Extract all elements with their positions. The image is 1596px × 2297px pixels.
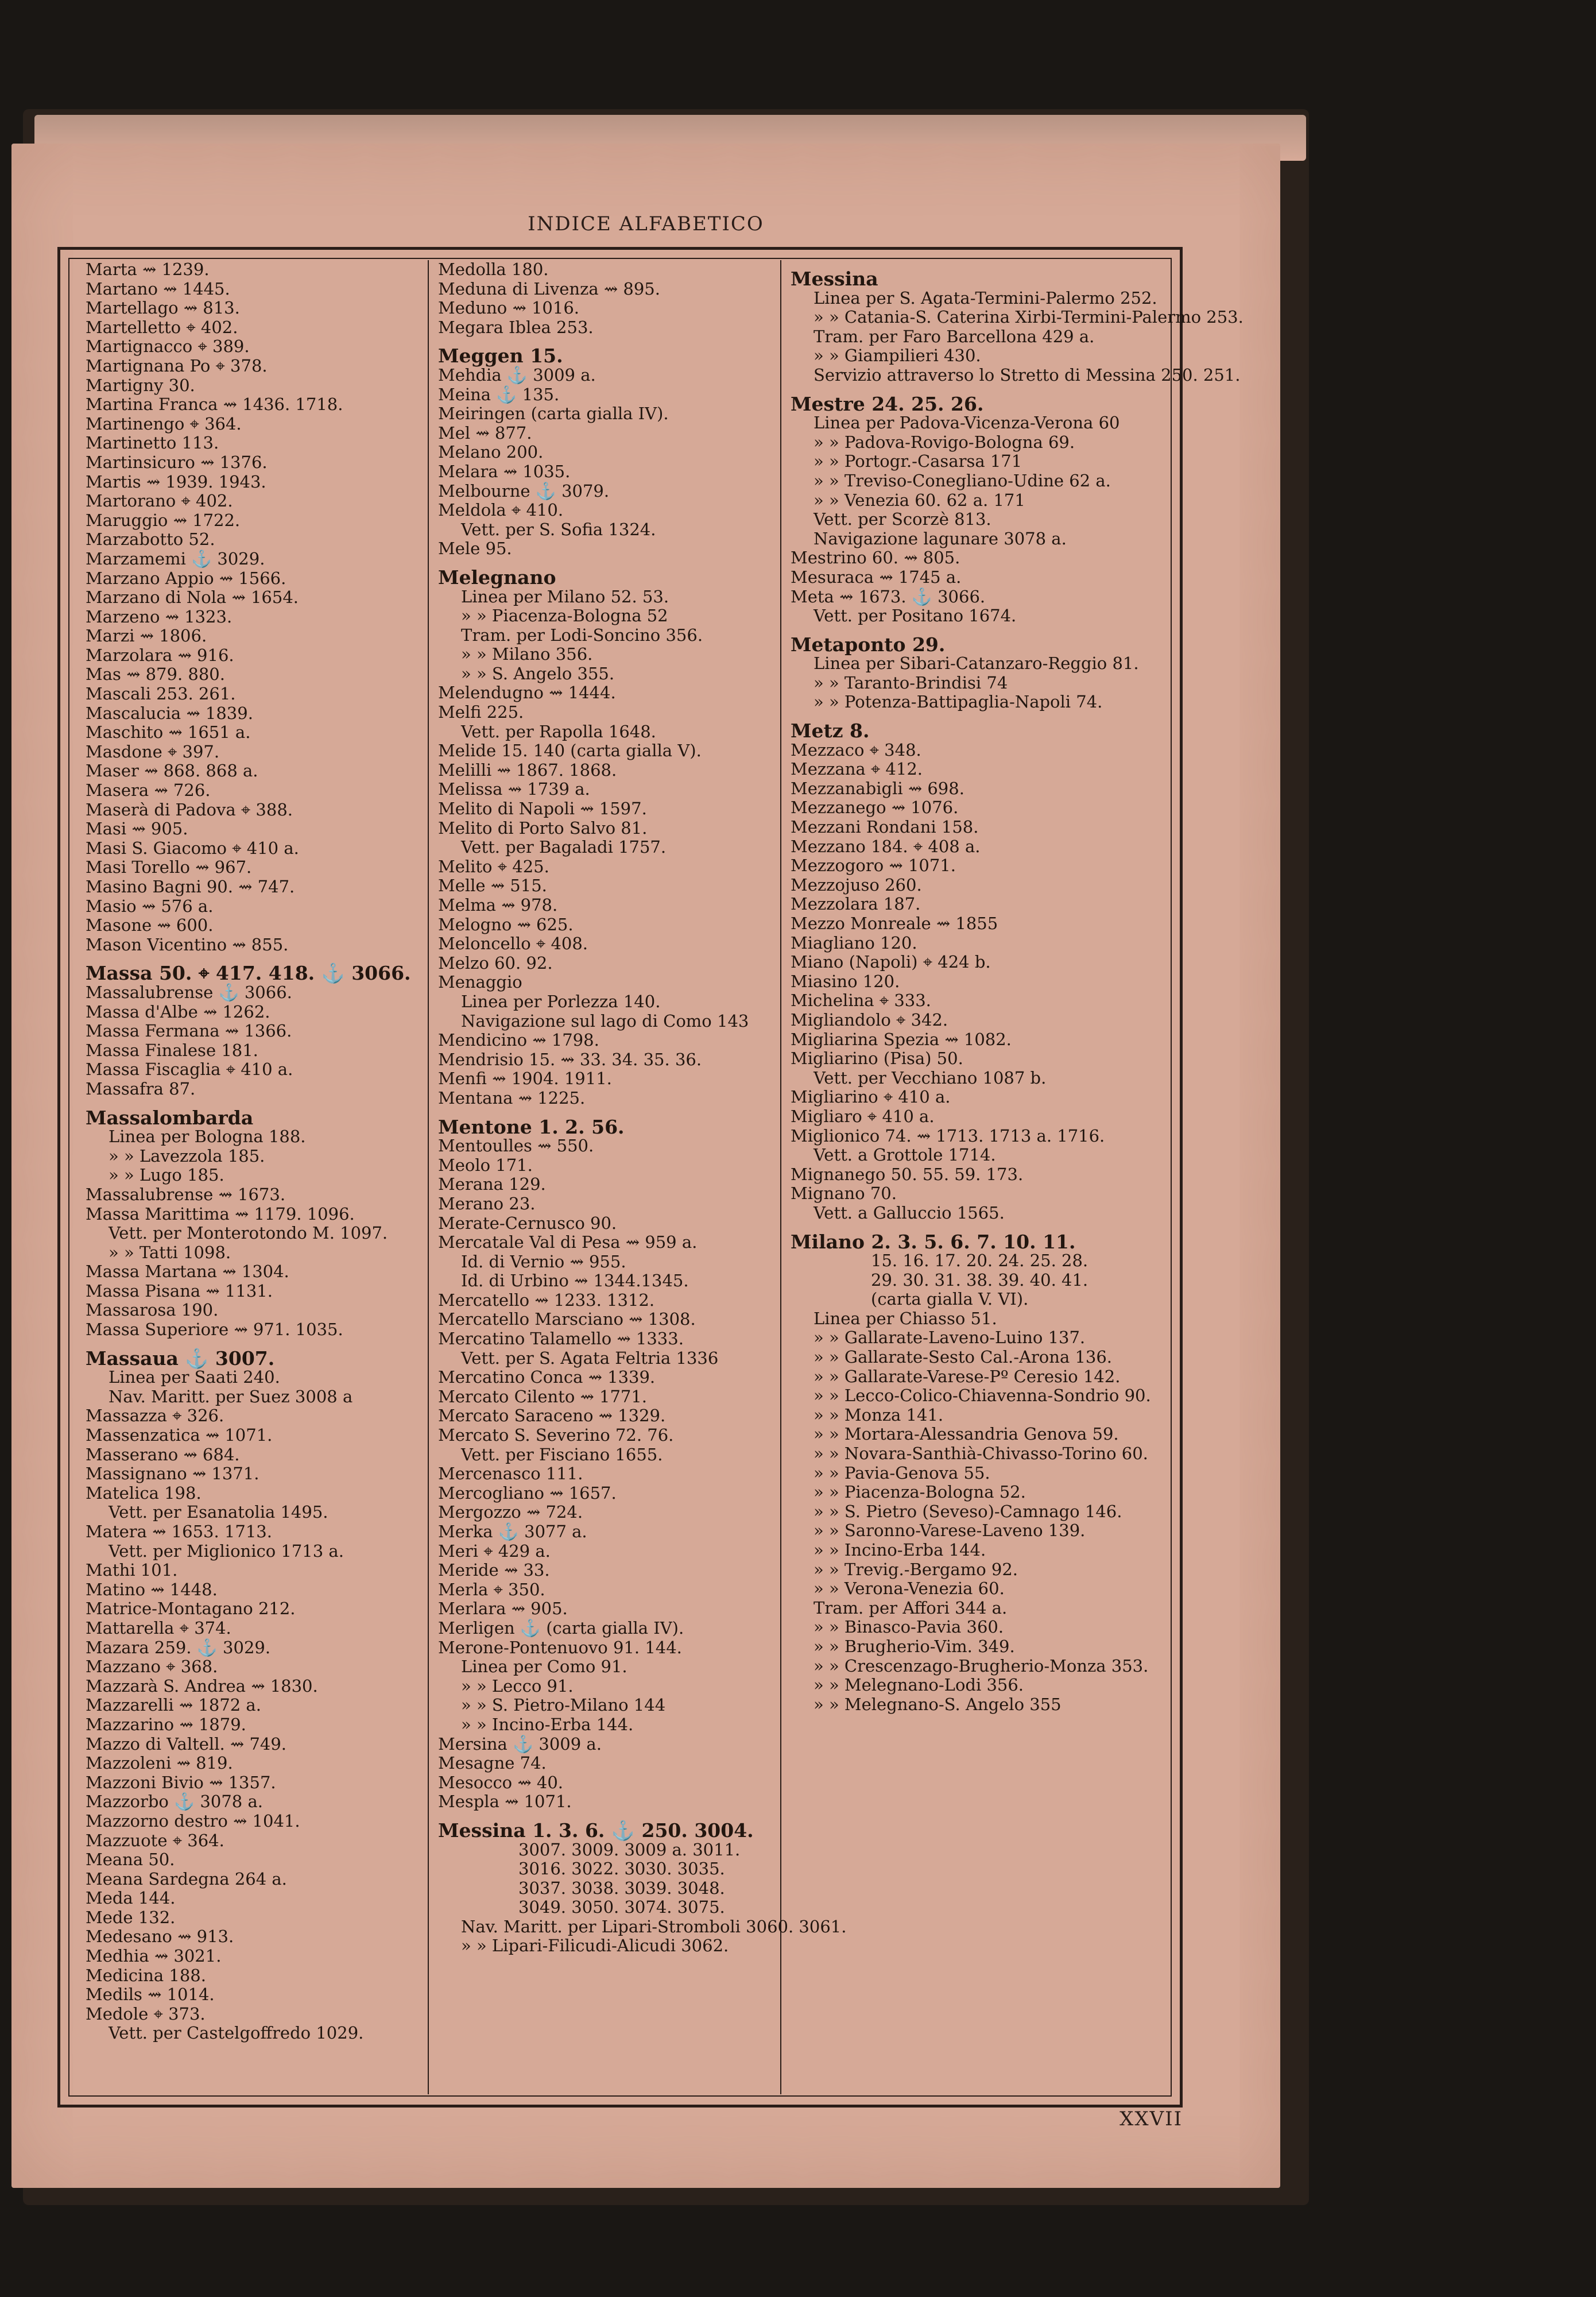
index-subentry: » » S. Angelo 355. xyxy=(461,663,615,683)
index-subentry: » » Lavezzola 185. xyxy=(109,1146,265,1166)
index-entry: Medicina 188. xyxy=(86,1965,206,1985)
index-subentry: Vett. per Rapolla 1648. xyxy=(461,721,656,741)
index-entry: Mestrino 60. ⇝ 805. xyxy=(791,548,960,568)
index-entry: Mergozzo ⇝ 724. xyxy=(438,1502,583,1522)
index-subentry: Linea per S. Agata-Termini-Palermo 252. xyxy=(814,288,1157,308)
index-subentry: Vett. per Castelgoffredo 1029. xyxy=(109,2023,364,2043)
index-subentry: » » Brugherio-Vim. 349. xyxy=(814,1636,1015,1656)
index-subentry: Vett. per Esanatolia 1495. xyxy=(109,1502,328,1522)
index-entry: Michelina ⌖ 333. xyxy=(791,991,931,1011)
index-subentry: Vett. per Positano 1674. xyxy=(814,606,1017,626)
index-entry: Merone-Pontenuovo 91. 144. xyxy=(438,1637,682,1657)
index-entry: Meina ⚓ 135. xyxy=(438,384,560,404)
index-entry: Mazzarà S. Andrea ⇝ 1830. xyxy=(86,1676,318,1696)
index-entry: Massa Pisana ⇝ 1131. xyxy=(86,1281,273,1301)
index-subentry: » » S. Pietro (Seveso)-Camnago 146. xyxy=(814,1501,1122,1521)
index-subentry: » » Potenza-Battipaglia-Napoli 74. xyxy=(814,692,1103,712)
index-subentry: Vett. per Miglionico 1713 a. xyxy=(109,1541,344,1561)
index-entry: Masdone ⌖ 397. xyxy=(86,741,220,761)
index-entry: Mercato Saraceno ⇝ 1329. xyxy=(438,1406,666,1426)
index-entry: Martignacco ⌖ 389. xyxy=(86,337,250,357)
index-subentry: Vett. per Bagaladi 1757. xyxy=(461,837,667,857)
index-entry: Massa Marittima ⇝ 1179. 1096. xyxy=(86,1204,355,1224)
index-entry: Massa Superiore ⇝ 971. 1035. xyxy=(86,1320,343,1340)
index-entry: Mignanego 50. 55. 59. 173. xyxy=(791,1164,1024,1184)
index-entry: Meolo 171. xyxy=(438,1155,533,1175)
index-subentry: Linea per Como 91. xyxy=(461,1657,627,1677)
index-entry: Mazzarelli ⇝ 1872 a. xyxy=(86,1695,261,1715)
index-subentry: » » Lecco-Colico-Chiavenna-Sondrio 90. xyxy=(814,1386,1151,1406)
index-subentry: Vett. a Galluccio 1565. xyxy=(814,1202,1005,1223)
index-subentry: » » Taranto-Brindisi 74 xyxy=(814,672,1008,693)
index-entry: Migliarina Spezia ⇝ 1082. xyxy=(791,1029,1012,1049)
index-entry: Medole ⌖ 373. xyxy=(86,2004,206,2024)
index-subentry: Vett. per Monterotondo M. 1097. xyxy=(109,1223,388,1243)
index-entry: Masone ⇝ 600. xyxy=(86,915,214,935)
index-subentry: » » Melegnano-Lodi 356. xyxy=(814,1675,1024,1695)
index-entry: Merano 23. xyxy=(438,1193,536,1213)
index-subentry: » » S. Pietro-Milano 144 xyxy=(461,1695,666,1715)
index-entry: Merate-Cernusco 90. xyxy=(438,1213,617,1233)
index-entry: Martignana Po ⌖ 378. xyxy=(86,355,268,376)
index-subentry: » » Mortara-Alessandria Genova 59. xyxy=(814,1424,1119,1444)
index-subentry: Linea per Chiasso 51. xyxy=(814,1308,997,1328)
index-entry: Mathi 101. xyxy=(86,1560,178,1580)
index-entry: Merana 129. xyxy=(438,1174,546,1194)
index-entry: Meride ⇝ 33. xyxy=(438,1560,550,1580)
index-entry: Mesocco ⇝ 40. xyxy=(438,1772,563,1792)
index-entry: Marta ⇝ 1239. xyxy=(86,260,210,279)
index-entry: Masera ⇝ 726. xyxy=(86,780,211,801)
index-entry: Mezzano 184. ⌖ 408 a. xyxy=(791,836,981,856)
index-entry: Mercato S. Severino 72. 76. xyxy=(438,1425,674,1445)
index-entry: Mazzuote ⌖ 364. xyxy=(86,1830,224,1850)
index-subentry: » » Verona-Venezia 60. xyxy=(814,1579,1005,1599)
index-subentry: Servizio attraverso lo Stretto di Messina 250. 251. xyxy=(814,365,1241,385)
index-subentry: Vett. per S. Agata Feltria 1336 xyxy=(461,1348,719,1368)
index-entry: Maruggio ⇝ 1722. xyxy=(86,510,241,530)
index-entry: Mezzogoro ⇝ 1071. xyxy=(791,856,956,876)
index-subentry: » » Lipari-Filicudi-Alicudi 3062. xyxy=(461,1936,729,1956)
index-entry: Mercatello ⇝ 1233. 1312. xyxy=(438,1290,655,1310)
index-entry: Melma ⇝ 978. xyxy=(438,895,558,915)
index-entry: Medesano ⇝ 913. xyxy=(86,1927,234,1947)
index-subentry: Navigazione sul lago di Como 143 xyxy=(461,1011,749,1031)
index-entry: Mede 132. xyxy=(86,1907,176,1927)
index-entry: Mazzoleni ⇝ 819. xyxy=(86,1753,233,1773)
index-subentry: » » Gallarate-Laveno-Luino 137. xyxy=(814,1328,1086,1348)
index-entry: Mazzorbo ⚓ 3078 a. xyxy=(86,1792,263,1812)
index-entry: Medhia ⇝ 3021. xyxy=(86,1946,222,1966)
index-column-1 xyxy=(86,260,430,2094)
index-entry: Mezzo Monreale ⇝ 1855 xyxy=(791,914,998,933)
index-subentry: » » Giampilieri 430. xyxy=(814,346,981,366)
index-entry: Massa Fermana ⇝ 1366. xyxy=(86,1021,292,1041)
index-subentry: Vett. per Vecchiano 1087 b. xyxy=(814,1068,1047,1088)
index-entry: Mercogliano ⇝ 1657. xyxy=(438,1483,617,1503)
index-entry: Marzolara ⇝ 916. xyxy=(86,645,234,665)
index-entry: Melara ⇝ 1035. xyxy=(438,461,571,481)
index-subentry: Vett. per Fisciano 1655. xyxy=(461,1444,663,1464)
index-entry: Meta ⇝ 1673. ⚓ 3066. xyxy=(791,586,986,606)
index-entry: Marzi ⇝ 1806. xyxy=(86,626,207,646)
index-entry: Mezzolara 187. xyxy=(791,894,921,914)
index-heading: Messina 1. 3. 6. ⚓ 250. 3004. xyxy=(438,1819,754,1842)
index-entry: Massarosa 190. xyxy=(86,1300,219,1320)
index-entry: Mascali 253. 261. xyxy=(86,684,236,704)
index-entry: Martis ⇝ 1939. 1943. xyxy=(86,471,266,492)
index-entry: Mentoulles ⇝ 550. xyxy=(438,1136,594,1156)
index-subentry: Linea per Bologna 188. xyxy=(109,1127,306,1147)
index-continuation: (carta gialla V. VI). xyxy=(871,1289,1029,1309)
index-entry: Masino Bagni 90. ⇝ 747. xyxy=(86,877,295,896)
index-entry: Mendrisio 15. ⇝ 33. 34. 35. 36. xyxy=(438,1049,702,1069)
index-entry: Melilli ⇝ 1867. 1868. xyxy=(438,760,617,780)
index-subentry: » » Portogr.-Casarsa 171 xyxy=(814,451,1022,471)
index-entry: Mignano 70. xyxy=(791,1184,897,1204)
index-entry: Matino ⇝ 1448. xyxy=(86,1579,218,1599)
index-entry: Merligen ⚓ (carta gialla IV). xyxy=(438,1618,684,1638)
index-entry: Medils ⇝ 1014. xyxy=(86,1985,215,2005)
index-entry: Migliandolo ⌖ 342. xyxy=(791,1010,948,1030)
index-entry: Massa Martana ⇝ 1304. xyxy=(86,1262,289,1282)
index-entry: Mehdia ⚓ 3009 a. xyxy=(438,365,596,385)
index-subentry: » » Trevig.-Bergamo 92. xyxy=(814,1559,1018,1579)
index-entry: Mentana ⇝ 1225. xyxy=(438,1088,586,1108)
index-entry: Massa Fiscaglia ⌖ 410 a. xyxy=(86,1059,293,1080)
index-heading: Milano 2. 3. 5. 6. 7. 10. 11. xyxy=(791,1230,1076,1253)
index-heading: Massalombarda xyxy=(86,1106,254,1129)
index-subentry: Linea per Saati 240. xyxy=(109,1367,280,1387)
index-entry: Melendugno ⇝ 1444. xyxy=(438,683,616,703)
index-subentry: Tram. per Affori 344 a. xyxy=(814,1598,1008,1618)
index-entry: Mazara 259. ⚓ 3029. xyxy=(86,1637,271,1657)
index-subentry: Linea per Porlezza 140. xyxy=(461,991,661,1011)
index-entry: Merka ⚓ 3077 a. xyxy=(438,1522,587,1541)
index-entry: Mezzojuso 260. xyxy=(791,875,922,895)
index-continuation: 3037. 3038. 3039. 3048. xyxy=(518,1878,725,1898)
index-subentry: » » Incino-Erba 144. xyxy=(461,1714,634,1734)
index-entry: Matera ⇝ 1653. 1713. xyxy=(86,1522,272,1541)
index-entry: Medolla 180. xyxy=(438,260,549,279)
index-subentry: » » Lecco 91. xyxy=(461,1676,574,1696)
index-subentry: » » Pavia-Genova 55. xyxy=(814,1463,990,1483)
index-entry: Miasino 120. xyxy=(791,971,900,991)
index-subentry: Vett. a Grottole 1714. xyxy=(814,1145,996,1165)
index-entry: Maschito ⇝ 1651 a. xyxy=(86,722,251,743)
index-heading: Meggen 15. xyxy=(438,345,563,368)
index-subentry: Tram. per Faro Barcellona 429 a. xyxy=(814,326,1095,346)
index-heading: Metz 8. xyxy=(791,720,870,743)
index-entry: Mele 95. xyxy=(438,539,512,559)
index-entry: Matrice-Montagano 212. xyxy=(86,1599,296,1619)
index-subentry: Vett. per Scorzè 813. xyxy=(814,509,991,529)
index-entry: Meldola ⌖ 410. xyxy=(438,500,564,520)
index-entry: Mason Vicentino ⇝ 855. xyxy=(86,934,289,954)
index-entry: Migliaro ⌖ 410 a. xyxy=(791,1106,935,1126)
index-entry: Masi ⇝ 905. xyxy=(86,819,188,839)
index-entry: Miano (Napoli) ⌖ 424 b. xyxy=(791,952,991,972)
index-entry: Marzeno ⇝ 1323. xyxy=(86,606,233,627)
index-entry: Menaggio xyxy=(438,972,522,992)
index-entry: Mazzorno destro ⇝ 1041. xyxy=(86,1811,300,1831)
index-entry: Migliarino (Pisa) 50. xyxy=(791,1049,963,1069)
index-entry: Mercatello Marsciano ⇝ 1308. xyxy=(438,1309,696,1329)
index-entry: Meana Sardegna 264 a. xyxy=(86,1869,287,1889)
index-entry: Mercatale Val di Pesa ⇝ 959 a. xyxy=(438,1232,698,1252)
index-continuation: 29. 30. 31. 38. 39. 40. 41. xyxy=(871,1270,1088,1290)
index-entry: Martina Franca ⇝ 1436. 1718. xyxy=(86,395,343,415)
index-subentry: Linea per Padova-Vicenza-Verona 60 xyxy=(814,413,1120,433)
index-subentry: Linea per Milano 52. 53. xyxy=(461,586,669,606)
page-header: INDICE ALFABETICO xyxy=(528,212,764,235)
index-entry: Massenzatica ⇝ 1071. xyxy=(86,1425,273,1445)
index-continuation: 3016. 3022. 3030. 3035. xyxy=(518,1859,725,1879)
index-heading: Metaponto 29. xyxy=(791,633,946,656)
index-entry: Martano ⇝ 1445. xyxy=(86,279,230,299)
index-entry: Mezzana ⌖ 412. xyxy=(791,759,923,779)
index-heading: Melegnano xyxy=(438,566,556,589)
index-subentry: » » Melegnano-S. Angelo 355 xyxy=(814,1694,1062,1714)
page-number: XXVII xyxy=(1119,2107,1183,2130)
index-entry: Meduno ⇝ 1016. xyxy=(438,298,579,318)
index-entry: Maser ⇝ 868. 868 a. xyxy=(86,761,258,781)
index-entry: Melbourne ⚓ 3079. xyxy=(438,481,610,501)
index-subentry: Id. di Vernio ⇝ 955. xyxy=(461,1251,626,1271)
index-entry: Mersina ⚓ 3009 a. xyxy=(438,1734,602,1754)
index-entry: Massazza ⌖ 326. xyxy=(86,1406,224,1426)
index-entry: Melle ⇝ 515. xyxy=(438,876,547,896)
index-frame xyxy=(57,247,1244,2107)
index-entry: Mesagne 74. xyxy=(438,1753,547,1773)
index-entry: Martinengo ⌖ 364. xyxy=(86,413,242,434)
index-entry: Mezzanego ⇝ 1076. xyxy=(791,798,959,818)
index-entry: Massa Finalese 181. xyxy=(86,1040,258,1060)
index-subentry: » » Piacenza-Bologna 52. xyxy=(814,1482,1026,1502)
index-continuation: 3049. 3050. 3074. 3075. xyxy=(518,1897,725,1917)
index-entry: Mesuraca ⇝ 1745 a. xyxy=(791,567,962,587)
index-entry: Meri ⌖ 429 a. xyxy=(438,1541,551,1561)
index-entry: Martigny 30. xyxy=(86,375,195,395)
index-entry: Melano 200. xyxy=(438,442,544,462)
index-entry: Melzo 60. 92. xyxy=(438,953,553,973)
index-entry: Marzamemi ⚓ 3029. xyxy=(86,548,265,569)
index-subentry: » » Tatti 1098. xyxy=(109,1242,231,1262)
index-entry: Meana 50. xyxy=(86,1850,175,1870)
index-entry: Mercatino Conca ⇝ 1339. xyxy=(438,1367,656,1387)
index-entry: Mattarella ⌖ 374. xyxy=(86,1618,231,1638)
book-page xyxy=(11,144,1280,2188)
index-entry: Matelica 198. xyxy=(86,1483,202,1503)
index-entry: Mas ⇝ 879. 880. xyxy=(86,664,225,685)
index-entry: Mascalucia ⇝ 1839. xyxy=(86,703,253,723)
index-entry: Melito di Napoli ⇝ 1597. xyxy=(438,799,647,819)
index-subentry: » » Saronno-Varese-Laveno 139. xyxy=(814,1521,1086,1541)
index-entry: Meduna di Livenza ⇝ 895. xyxy=(438,279,660,299)
index-entry: Martinetto 113. xyxy=(86,433,219,453)
index-entry: Marzano di Nola ⇝ 1654. xyxy=(86,587,299,608)
index-subentry: Nav. Maritt. per Lipari-Stromboli 3060. 3061. xyxy=(461,1916,847,1936)
index-subentry: » » Catania-S. Caterina Xirbi-Termini-Palermo 253. xyxy=(814,307,1244,327)
index-entry: Mezzanabigli ⇝ 698. xyxy=(791,778,964,798)
index-subentry: » » Padova-Rovigo-Bologna 69. xyxy=(814,432,1075,452)
index-entry: Melogno ⇝ 625. xyxy=(438,914,574,934)
index-entry: Megara Iblea 253. xyxy=(438,317,594,337)
index-entry: Massafra 87. xyxy=(86,1078,196,1099)
index-subentry: » » Treviso-Conegliano-Udine 62 a. xyxy=(814,470,1111,490)
index-entry: Masi S. Giacomo ⌖ 410 a. xyxy=(86,838,299,858)
index-entry: Massa d'Albe ⇝ 1262. xyxy=(86,1001,270,1022)
index-entry: Mezzani Rondani 158. xyxy=(791,817,979,837)
index-entry: Menfi ⇝ 1904. 1911. xyxy=(438,1069,612,1089)
index-entry: Martelletto ⌖ 402. xyxy=(86,317,238,337)
index-entry: Meda 144. xyxy=(86,1888,176,1908)
index-entry: Melide 15. 140 (carta gialla V). xyxy=(438,741,702,761)
index-entry: Marzabotto 52. xyxy=(86,529,215,550)
index-entry: Mercato Cilento ⇝ 1771. xyxy=(438,1386,648,1406)
index-entry: Melito di Porto Salvo 81. xyxy=(438,818,648,838)
index-entry: Maserà di Padova ⌖ 388. xyxy=(86,799,293,819)
index-subentry: » » Lugo 185. xyxy=(109,1165,224,1185)
index-entry: Migliarino ⌖ 410 a. xyxy=(791,1087,951,1107)
index-heading: Massa 50. ⌖ 417. 418. ⚓ 3066. xyxy=(86,962,411,985)
index-entry: Massalubrense ⇝ 1673. xyxy=(86,1184,286,1204)
index-entry: Marzano Appio ⇝ 1566. xyxy=(86,568,286,588)
index-entry: Mazzo di Valtell. ⇝ 749. xyxy=(86,1734,287,1754)
index-entry: Mercatino Talamello ⇝ 1333. xyxy=(438,1329,684,1349)
index-subentry: » » Gallarate-Sesto Cal.-Arona 136. xyxy=(814,1347,1113,1367)
index-entry: Merlara ⇝ 905. xyxy=(438,1599,568,1619)
index-entry: Meiringen (carta gialla IV). xyxy=(438,404,669,424)
index-entry: Mercenasco 111. xyxy=(438,1464,583,1484)
index-entry: Massalubrense ⚓ 3066. xyxy=(86,982,292,1002)
index-entry: Miagliano 120. xyxy=(791,933,917,953)
index-subentry: » » Crescenzago-Brugherio-Monza 353. xyxy=(814,1656,1149,1676)
index-entry: Merla ⌖ 350. xyxy=(438,1579,545,1599)
index-entry: Mazzano ⌖ 368. xyxy=(86,1657,218,1677)
index-entry: Masi Torello ⇝ 967. xyxy=(86,857,252,877)
index-entry: Martellago ⇝ 813. xyxy=(86,298,240,318)
index-entry: Mazzarino ⇝ 1879. xyxy=(86,1714,246,1734)
index-subentry: Navigazione lagunare 3078 a. xyxy=(814,528,1067,548)
index-heading: Mentone 1. 2. 56. xyxy=(438,1115,625,1138)
index-subentry: Tram. per Lodi-Soncino 356. xyxy=(461,625,703,645)
index-entry: Melissa ⇝ 1739 a. xyxy=(438,779,590,799)
index-entry: Masio ⇝ 576 a. xyxy=(86,896,214,916)
index-subentry: » » Incino-Erba 144. xyxy=(814,1540,986,1560)
index-subentry: Nav. Maritt. per Suez 3008 a xyxy=(109,1386,353,1406)
index-entry: Mespla ⇝ 1071. xyxy=(438,1792,572,1812)
index-entry: Melfi 225. xyxy=(438,702,524,722)
index-heading: Messina xyxy=(791,268,878,290)
index-heading: Massaua ⚓ 3007. xyxy=(86,1347,275,1370)
index-entry: Mezzaco ⌖ 348. xyxy=(791,740,921,760)
index-subentry: » » Novara-Santhià-Chivasso-Torino 60. xyxy=(814,1444,1148,1464)
index-subentry: » » Venezia 60. 62 a. 171 xyxy=(814,490,1025,510)
index-subentry: » » Binasco-Pavia 360. xyxy=(814,1617,1004,1637)
index-subentry: » » Piacenza-Bologna 52 xyxy=(461,606,668,626)
index-subentry: Linea per Sibari-Catanzaro-Reggio 81. xyxy=(814,653,1139,674)
index-entry: Miglionico 74. ⇝ 1713. 1713 a. 1716. xyxy=(791,1126,1105,1146)
index-entry: Masserano ⇝ 684. xyxy=(86,1444,240,1464)
index-subentry: » » Gallarate-Varese-Pº Ceresio 142. xyxy=(814,1366,1121,1386)
index-column-3 xyxy=(791,260,1244,2094)
index-entry: Meloncello ⌖ 408. xyxy=(438,934,588,954)
index-entry: Melito ⌖ 425. xyxy=(438,856,549,876)
index-heading: Mestre 24. 25. 26. xyxy=(791,392,984,415)
index-subentry: Vett. per S. Sofia 1324. xyxy=(461,519,656,539)
index-subentry: » » Milano 356. xyxy=(461,644,593,664)
index-entry: Mendicino ⇝ 1798. xyxy=(438,1030,599,1050)
index-continuation: 3007. 3009. 3009 a. 3011. xyxy=(518,1839,741,1859)
index-entry: Mazzoni Bivio ⇝ 1357. xyxy=(86,1772,276,1792)
index-entry: Martorano ⌖ 402. xyxy=(86,491,233,511)
index-continuation: 15. 16. 17. 20. 24. 25. 28. xyxy=(871,1251,1088,1271)
index-entry: Mel ⇝ 877. xyxy=(438,423,532,443)
index-subentry: Id. di Urbino ⇝ 1344.1345. xyxy=(461,1271,689,1291)
index-subentry: » » Monza 141. xyxy=(814,1405,944,1425)
index-entry: Massignano ⇝ 1371. xyxy=(86,1464,259,1484)
index-entry: Martinsicuro ⇝ 1376. xyxy=(86,452,268,472)
